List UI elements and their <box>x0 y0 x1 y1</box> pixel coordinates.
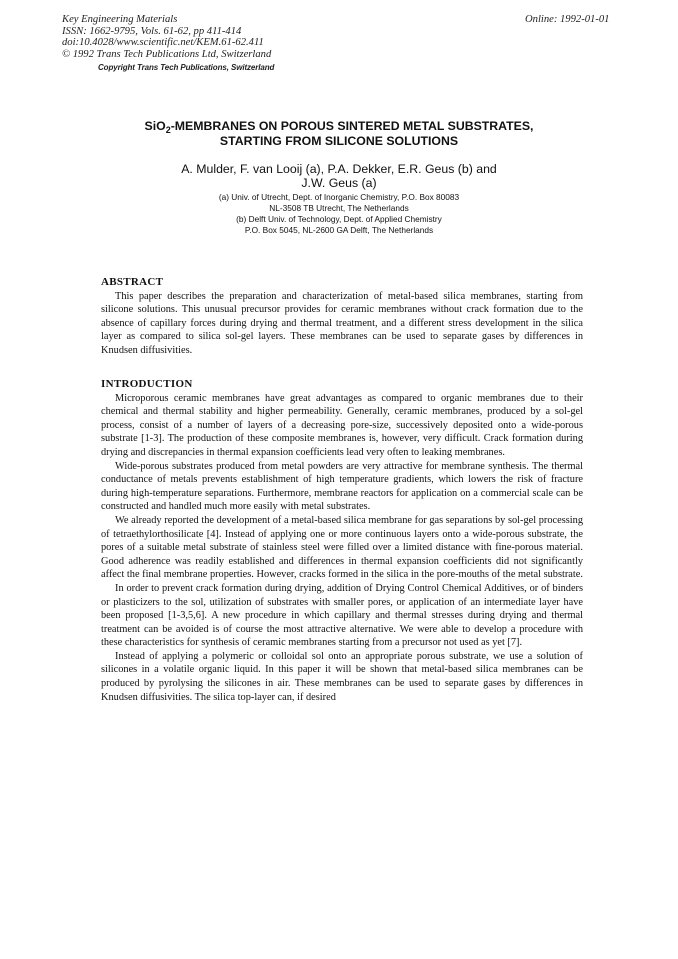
title-prefix: SiO <box>144 119 166 133</box>
affiliation-line: NL-3508 TB Utrecht, The Netherlands <box>269 203 409 213</box>
body-paragraph: Wide-porous substrates produced from metal powders are very attractive for membrane synthesis. The thermal conductance of metals prevents establishment of high temperature gradients, which lowers the risk of fracture during high-temperature separations. Furthermore, membrane reactors for application on a commercial scale can be constructed and handled much more easily with metal substrates. <box>101 460 583 513</box>
body-paragraph: We already reported the development of a metal-based silica membrane for gas separations by sol-gel processing of tetraethylorthosilicate [4]. Instead of applying one or more continuous layers onto a wide-porous substrate, the pores of a suitable metal substrate of stainless steel were filled over a limited distance with fine-porous material. Good adherence was readily established and differences in thermal expansion coefficients did not significantly affect the final membrane properties. However, cracks formed in the silica in the pore-mouths of the metal substrate. <box>101 514 583 581</box>
authors-line-2: J.W. Geus (a) <box>301 175 377 190</box>
affiliations <box>0 192 678 236</box>
abstract-heading: ABSTRACT <box>101 276 164 288</box>
journal-name: Key Engineering Materials <box>62 14 178 25</box>
affiliation-line: (b) Delft Univ. of Technology, Dept. of Applied Chemistry <box>236 214 442 224</box>
abstract-paragraph: This paper describes the preparation and characterization of metal-based silica membranes, starting from silicone solutions. This unusual precursor provides for ceramic membranes without crack formation due to the absence of capillary forces during drying and thermal treatment, and a different stress development in the silica layer as compared to silica sol-gel layers. These membranes can be used to separate gases by differences in Knudsen diffusivities. <box>101 290 583 356</box>
introduction-section <box>101 378 583 704</box>
affiliation-line: (a) Univ. of Utrecht, Dept. of Inorganic Chemistry, P.O. Box 80083 <box>218 192 460 202</box>
title-line-1 <box>0 119 678 134</box>
issn-line: ISSN: 1662-9795, Vols. 61-62, pp 411-414 <box>62 25 242 37</box>
copyright-line: © 1992 Trans Tech Publications Ltd, Switzerland <box>62 48 272 60</box>
author-list <box>0 163 678 190</box>
abstract-section <box>101 276 583 358</box>
body-paragraph: In order to prevent crack formation during drying, addition of Drying Control Chemical Additives, or of binders or plasticizers to the sol, utilization of substrates with smaller pores, or application of an intermediate layer have been proposed [1-3,5,6]. A new procedure in which capillary and thermal stresses during drying and thermal treatment can be avoided is of course the most attractive alternative. We were able to develop a procedure with these characteristics for synthesis of ceramic membranes starting from a precursor not used as yet [7]. <box>101 582 583 649</box>
affiliation-line: P.O. Box 5045, NL-2600 GA Delft, The Netherlands <box>244 225 434 235</box>
authors-line-1: A. Mulder, F. van Looij (a), P.A. Dekker, E.R. Geus (b) and <box>181 162 497 176</box>
online-date: Online: 1992-01-01 <box>525 14 610 25</box>
copyright-stamp: Copyright Trans Tech Publications, Switzerland <box>98 63 275 72</box>
doi-line: doi:10.4028/www.scientific.net/KEM.61-62.411 <box>62 37 264 49</box>
introduction-heading: INTRODUCTION <box>101 378 193 390</box>
journal-header <box>62 14 271 60</box>
body-paragraph: Instead of applying a polymeric or colloidal sol onto an appropriate porous substrate, we use a solution of silicones in a volatile organic liquid. In this paper it will be shown that metal-based silica membranes can be produced by pyrolysing the silicones in air. These membranes can be used to separate gases by differences in Knudsen diffusivities. The silica top-layer can, if desired <box>101 650 583 703</box>
title-rest: -MEMBRANES ON POROUS SINTERED METAL SUBSTRATES, <box>170 119 534 133</box>
body-paragraph: Microporous ceramic membranes have great advantages as compared to organic membranes due to their chemical and thermal stability and higher permeability. Generally, ceramic membranes, produced by a sol-gel process, consist of a number of layers of a decreasing pore-size, successively deposited onto a wide-porous substrate [1-3]. The production of these composite membranes is, however, very difficult. Crack formation during drying and discrepancies in thermal expansion coefficients lead very often to leaking membranes. <box>101 392 583 458</box>
title-line-2: STARTING FROM SILICONE SOLUTIONS <box>219 134 459 148</box>
title-subscript: 2 <box>165 125 171 135</box>
paper-title <box>0 119 678 149</box>
